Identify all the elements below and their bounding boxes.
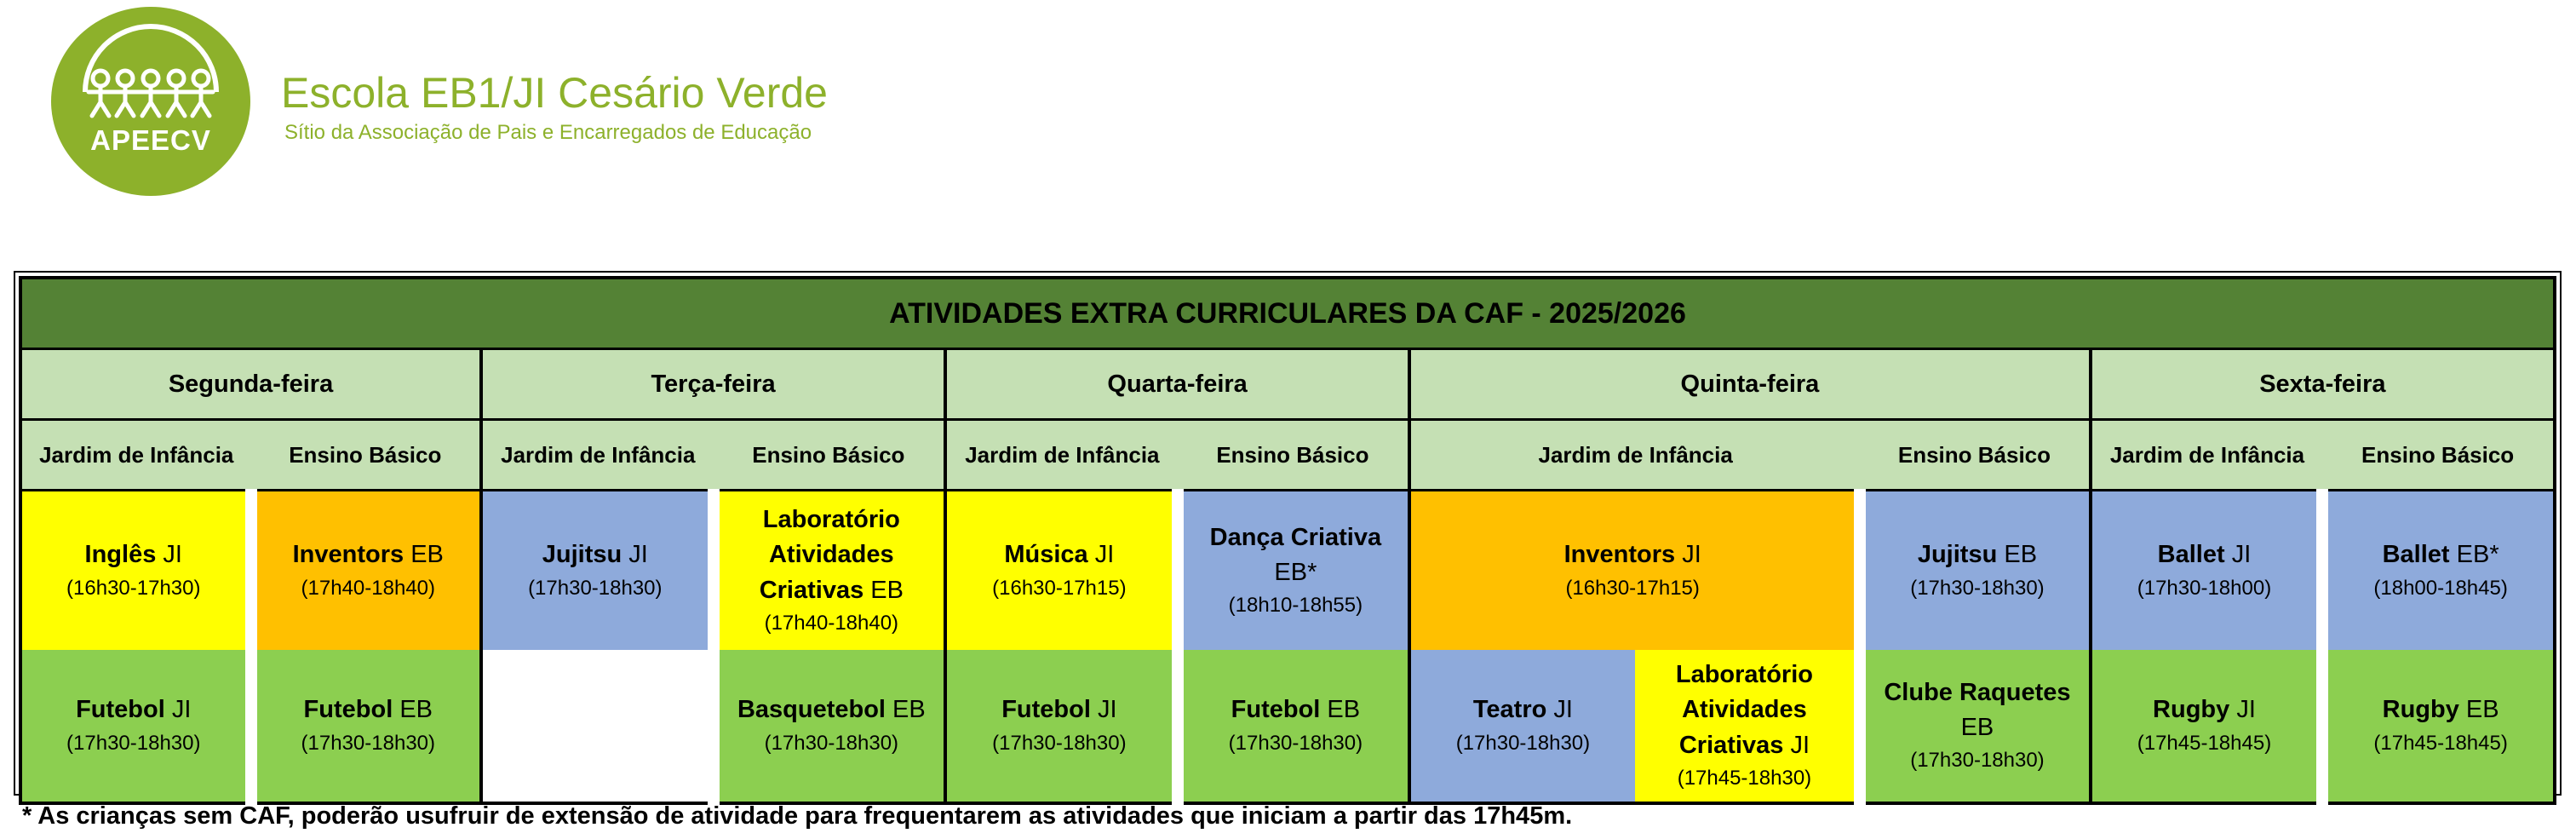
logo-text: APEECV [90, 124, 211, 156]
activities-timetable [19, 276, 2556, 805]
activity-cell: Jujitsu JI (17h30-18h30) [481, 491, 714, 651]
day-header-thursday: Quinta-feira [1409, 349, 2091, 420]
footnote: * As crianças sem CAF, poderão usufruir de extensão de atividade para frequentarem as atividades que iniciam a partir das 17h45m. [22, 802, 1573, 830]
level-header-eb: Ensino Básico [714, 420, 946, 491]
activity-cell: Ballet EB* (18h00-18h45) [2322, 491, 2555, 651]
activity-cell: Clube Raquetes EB (17h30-18h30) [1860, 650, 2091, 803]
activity-cell: Inglês JI (16h30-17h30) [20, 491, 251, 651]
day-header-monday: Segunda-feira [20, 349, 481, 420]
activity-cell: Dança Criativa EB* (18h10-18h55) [1178, 491, 1410, 651]
day-header-tuesday: Terça-feira [481, 349, 945, 420]
level-header-eb: Ensino Básico [2322, 420, 2555, 491]
site-subtitle: Sítio da Associação de Pais e Encarregados de Educação [284, 121, 812, 144]
level-header-ji: Jardim de Infância [20, 420, 251, 491]
day-header-wednesday: Quarta-feira [945, 349, 1409, 420]
activity-cell: Inventors EB (17h40-18h40) [251, 491, 482, 651]
activity-cell: Futebol JI (17h30-18h30) [945, 650, 1178, 803]
activity-cell: Teatro JI (17h30-18h30) [1409, 650, 1635, 803]
activity-cell: Laboratório Atividades Criativas EB (17h40-18h40) [714, 491, 946, 651]
activity-cell: Laboratório Atividades Criativas JI (17h45-18h30) [1635, 650, 1861, 803]
empty-cell [481, 650, 714, 803]
activity-cell: Futebol JI (17h30-18h30) [20, 650, 251, 803]
day-header-friday: Sexta-feira [2091, 349, 2555, 420]
activity-cell: Futebol EB (17h30-18h30) [251, 650, 482, 803]
level-header-ji: Jardim de Infância [945, 420, 1178, 491]
level-header-ji: Jardim de Infância [2091, 420, 2323, 491]
activity-cell: Rugby EB (17h45-18h45) [2322, 650, 2555, 803]
people-icon [51, 7, 250, 196]
activity-cell: Rugby JI (17h45-18h45) [2091, 650, 2323, 803]
activity-cell: Jujitsu EB (17h30-18h30) [1860, 491, 2091, 651]
level-header-eb: Ensino Básico [1860, 420, 2091, 491]
level-header-ji: Jardim de Infância [481, 420, 714, 491]
activity-cell: Ballet JI (17h30-18h00) [2091, 491, 2323, 651]
activity-cell: Futebol EB (17h30-18h30) [1178, 650, 1410, 803]
level-header-ji: Jardim de Infância [1409, 420, 1860, 491]
activity-cell: Música JI (16h30-17h15) [945, 491, 1178, 651]
level-header-eb: Ensino Básico [1178, 420, 1410, 491]
activity-cell: Basquetebol EB (17h30-18h30) [714, 650, 946, 803]
site-title[interactable]: Escola EB1/JI Cesário Verde [281, 69, 828, 117]
table-title: ATIVIDADES EXTRA CURRICULARES DA CAF - 2025/2026 [20, 278, 2555, 349]
level-header-eb: Ensino Básico [251, 420, 482, 491]
activity-cell: Inventors JI (16h30-17h15) [1409, 491, 1860, 651]
apeecv-logo[interactable] [51, 7, 250, 196]
